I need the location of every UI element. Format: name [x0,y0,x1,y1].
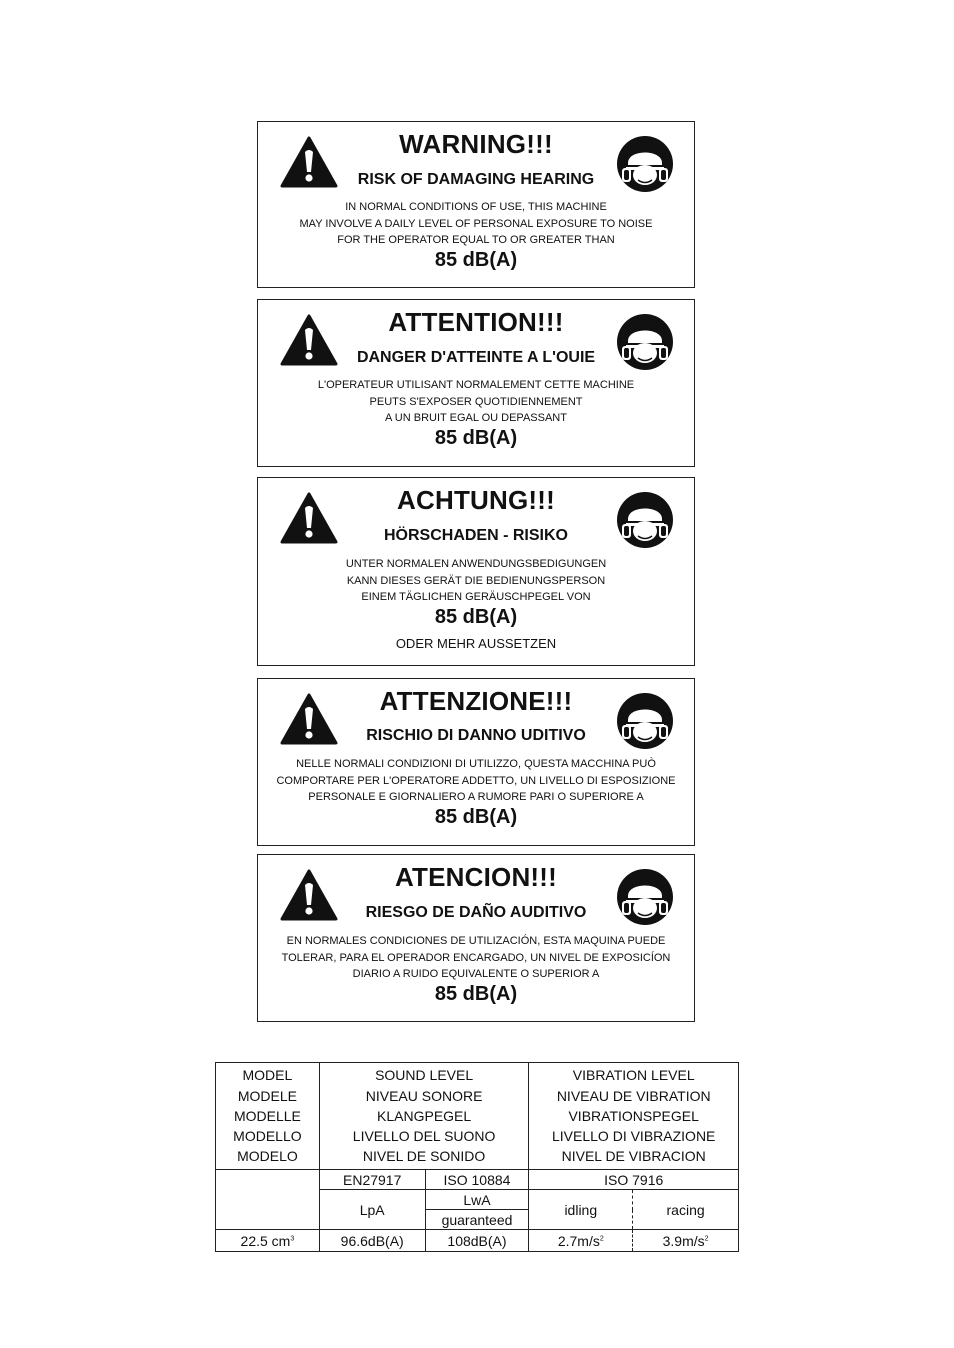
table-header-row [216,1063,739,1170]
body-line: TOLERAR, PARA EL OPERADOR ENCARGADO, UN NIVEL DE EXPOSICÍON [281,951,671,964]
body-line: IN NORMAL CONDITIONS OF USE, THIS MACHINE [345,201,607,213]
racing-label: racing [633,1190,739,1230]
idling-label: idling [529,1190,633,1230]
panel-title: ATTENZIONE!!! [379,686,573,716]
standard-cell: ISO 10884 [425,1170,529,1190]
panel-title: ATTENTION!!! [388,307,564,337]
panel-body [258,199,694,249]
vibration-level-header: VIBRATION LEVEL NIVEAU DE VIBRATION VIBRATIONSPEGEL LIVELLO DI VIBRAZIONE NIVEL DE VIBRACION [529,1063,739,1170]
panel-title: WARNING!!! [399,129,553,159]
lpa-label: LpA [319,1190,425,1230]
table-values-row [216,1230,739,1252]
racing-value: $3.9m/s^2$ [633,1230,739,1252]
body-line: MAY INVOLVE A DAILY LEVEL OF PERSONAL EXPOSURE TO NOISE [299,217,653,230]
panel-extra-line: ODER MEHR AUSSETZEN [395,636,557,651]
table-standards-row [216,1170,739,1190]
body-line: UNTER NORMALEN ANWENDUNGSBEDIGUNGEN [345,558,607,570]
noise-level: 85 dB(A) [434,806,518,828]
lwa-label: LwA [425,1190,529,1210]
guaranteed-label: guaranteed [425,1210,529,1230]
panel-subtitle: RISCHIO DI DANNO UDITIVO [366,727,586,744]
warning-panel-es [257,854,695,1022]
body-line: FOR THE OPERATOR EQUAL TO OR GREATER THAN [337,234,615,246]
spec-table [215,1062,739,1252]
idling-value: $2.7m/s^2$ [529,1230,633,1252]
body-line: PEUTS S'EXPOSER QUOTIDIENNEMENT [369,395,583,408]
noise-level: 85 dB(A) [434,606,518,628]
empty-cell [216,1170,320,1230]
body-line: NELLE NORMALI CONDIZIONI DI UTILIZZO, QUESTA MACCHINA PUÒ [296,758,656,770]
panel-subtitle: RIESGO DE DAÑO AUDITIVO [365,904,587,921]
body-line: KANN DIESES GERÄT DIE BEDIENUNGSPERSON [346,574,606,587]
panel-body [258,933,694,983]
lpa-value: 96.6dB(A) [319,1230,425,1252]
noise-level: 85 dB(A) [434,427,518,449]
warning-panel-en [257,121,695,288]
panel-subtitle: RISK OF DAMAGING HEARING [357,171,595,188]
panel-subtitle: HÖRSCHADEN - RISIKO [383,527,568,544]
body-line: L'OPERATEUR UTILISANT NORMALEMENT CETTE MACHINE [317,379,635,391]
sound-level-header: SOUND LEVEL NIVEAU SONORE KLANGPEGEL LIVELLO DEL SUONO NIVEL DE SONIDO [319,1063,529,1170]
warning-panel-fr [257,299,695,467]
noise-level: 85 dB(A) [434,249,518,271]
body-line: EINEM TÄGLICHEN GERÄUSCHPEGEL VON [361,591,591,603]
warning-panel-de [257,477,695,666]
panel-subtitle: DANGER D'ATTEINTE A L'OUIE [356,349,596,366]
model-header: MODEL MODELE MODELLE MODELLO MODELO [216,1063,320,1170]
noise-level: 85 dB(A) [434,983,518,1005]
lwa-value: 108dB(A) [425,1230,529,1252]
panel-body [258,556,694,606]
body-line: PERSONALE E GIORNALIERO A RUMORE PARI O SUPERIORE A [308,791,644,803]
panel-title: ATENCION!!! [394,862,558,892]
body-line: EN NORMALES CONDICIONES DE UTILIZACIÓN, ESTA MAQUINA PUEDE [286,935,666,947]
standard-cell: ISO 7916 [529,1170,739,1190]
panel-body [258,377,694,427]
panel-body [258,756,694,806]
body-line: A UN BRUIT EGAL OU DEPASSANT [385,412,567,424]
standard-cell: EN27917 [319,1170,425,1190]
displacement-value: 22.5 $cm^3$ [216,1230,320,1252]
warning-panel-it [257,678,695,846]
body-line: COMPORTARE PER L'OPERATORE ADDETTO, UN LIVELLO DI ESPOSIZIONE [276,774,676,787]
panel-title: ACHTUNG!!! [397,485,555,515]
body-line: DIARIO A RUIDO EQUIVALENTE O SUPERIOR A [352,968,600,980]
